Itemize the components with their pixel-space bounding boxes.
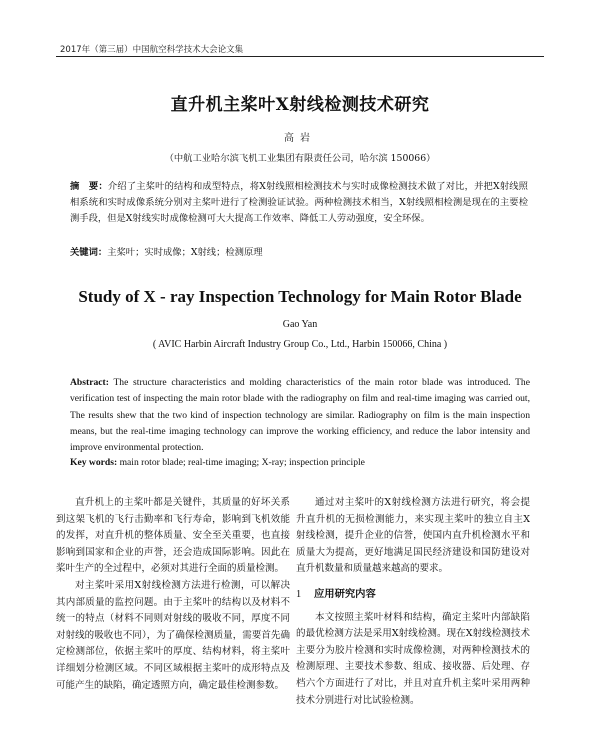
english-keywords — [70, 455, 530, 471]
chinese-keywords-label: 关键词： — [70, 247, 108, 258]
chinese-abstract-label: 摘 要： — [70, 181, 108, 192]
body-right-column — [296, 495, 530, 709]
chinese-affiliation: （中航工业哈尔滨飞机工业集团有限责任公司，哈尔滨 150066） — [164, 153, 436, 164]
chinese-abstract-text: 介绍了主桨叶的结构和成型特点，将X射线照相检测技术与实时成像检测技术做了对比，并把X射线照相系统和实时成像系统分别对主桨叶进行了检测验证试验。两种检测技术相当，X射线照相检测是现在的主要检测手段，但是X射线实时成像检测可大大提高工作效率、降低工人劳动强度，安全环保。 — [70, 181, 528, 225]
english-abstract-text: The structure characteristics and molding characteristics of the main rotor blade was introduced. The verification test of inspecting the main rotor blade with the radiography on film and real-time imaging was carried out, The results shew that the two kind of inspection technology are similar. Radiography on film is the main inspection means, but the real-time imaging technology can improve the working efficiency, and reduce the labor intensity and improve environmental protection. — [70, 377, 530, 454]
section-title: 应用研究内容 — [314, 587, 376, 600]
english-keywords-text: main rotor blade; real-time imaging; X-ray; inspection principle — [119, 457, 365, 468]
running-head: 2017年（第三届）中国航空科学技术大会论文集 — [60, 45, 244, 55]
english-affiliation: ( AVIC Harbin Aircraft Industry Group Co., Ltd., Harbin 150066, China ) — [152, 339, 448, 350]
chinese-abstract — [70, 179, 528, 228]
english-author: Gao Yan — [282, 319, 318, 330]
chinese-author: 高岩 — [284, 133, 316, 144]
english-title: Study of X - ray Inspection Technology for Main Rotor Blade — [78, 287, 522, 306]
body-paragraph: 通过对主桨叶的X射线检测方法进行研究，将会提升直升机的无损检测能力，来实现主桨叶的独立自主X射线检测，提升企业的信誉，使国内直升机检测水平和质量大为提高，更好地满足国民经济建设和国防建设对直升机数量和质量越来越高的要求。 — [296, 497, 530, 575]
body-left-column — [56, 495, 290, 694]
body-paragraph: 直升机上的主桨叶都是关键件，其质量的好坏关系到这架飞机的飞行击勤率和飞行寿命，影响到飞机效能的发挥，对直升机的整体质量、安全至关重要，也直接影响到国家和企业的声誉，还会造成国际影响。因此在桨叶生产的全过程中，必须对其进行全面的质量检测。 — [56, 497, 290, 575]
body-paragraph: 对主桨叶采用X射线检测方法进行检测，可以解决其内部质量的监控问题。由于主桨叶的结构以及材料不统一的特点（材料不同则对射线的吸收不同，厚度不同对射线的吸收也不同），为了确保检测质量，需要首先确定检测部位，依据主桨叶的厚度、结构材料，将主桨叶详细划分检测区域。不同区域根据主桨叶的成形特点及可能产生的缺陷，确定透照方向，确定最佳检测参数。 — [56, 579, 290, 691]
english-abstract — [70, 375, 530, 456]
section-number: 1 — [296, 588, 302, 600]
chinese-keywords — [70, 245, 528, 261]
english-abstract-label: Abstract: — [70, 377, 109, 388]
chinese-keywords-text: 主桨叶；实时成像；X射线；检测原理 — [107, 247, 263, 258]
section-heading — [296, 586, 530, 604]
header-rule — [56, 56, 544, 57]
chinese-title: 直升机主桨叶X射线检测技术研究 — [170, 95, 430, 115]
english-keywords-label: Key words: — [70, 457, 118, 468]
body-paragraph: 本文按照主桨叶材料和结构，确定主桨叶内部缺陷的最优检测方法是采用X射线检测。现在X射线检测技术主要分为胶片检测和实时成像检测，对两种检测技术的检测原理、主要技术参数、组成、接收器、后处理、存档六个方面进行了对比，并且对直升机主桨叶采用两种技术分别进行对比试验检测。 — [296, 611, 530, 706]
